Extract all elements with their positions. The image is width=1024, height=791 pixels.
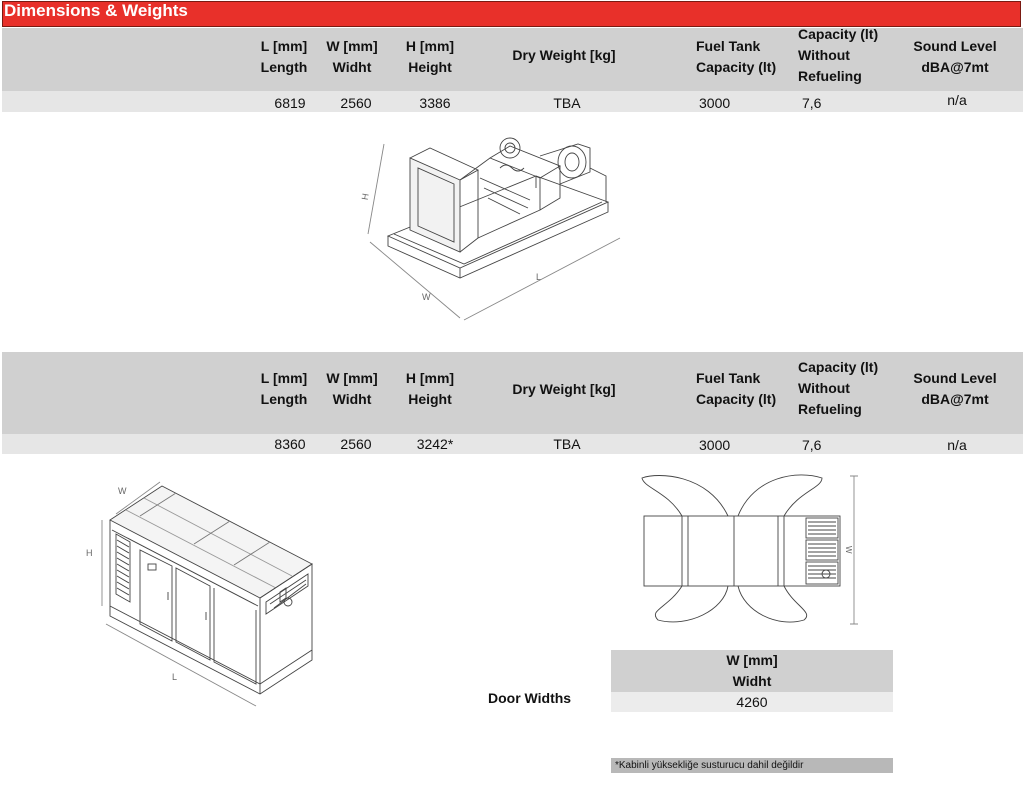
canopy-type-header-band (2, 352, 1023, 434)
canopy-drawing-label-w: W (118, 486, 127, 496)
header-fuel-tank: Fuel Tank Capacity (lt) (696, 38, 777, 75)
door-widths-label: Door Widths (488, 690, 572, 706)
open-drawing-label-l: L (536, 272, 542, 282)
canopy-header-dry-weight: Dry Weight [kg] (512, 381, 616, 397)
header-height: H [mm] Height (405, 38, 455, 75)
header-sound-level: Sound Level dBA@7mt (913, 38, 997, 75)
door-widths-top-view-drawing (638, 470, 866, 630)
door-width-header: W [mm] Widht (726, 652, 778, 689)
open-width-value: 2560 (340, 95, 372, 111)
open-length-value: 6819 (274, 95, 306, 111)
header-length: L [mm] Length (260, 38, 308, 75)
header-width: W [mm] Widht (326, 38, 378, 75)
canopy-type-generator-drawing (80, 474, 320, 720)
open-type-value-row (2, 91, 1023, 112)
door-widths-value-row (611, 692, 893, 712)
canopy-header-capacity-without-refueling: Capacity (lt) Without Refueling (798, 359, 879, 417)
canopy-drawing-label-h: H (86, 548, 93, 558)
canopy-header-length: L [mm] Length (260, 370, 308, 407)
open-capacity-value: 7,6 (802, 95, 822, 111)
canopy-header-height: H [mm] Height (405, 370, 455, 407)
open-dry-weight-value: TBA (553, 95, 581, 111)
open-height-value: 3386 (419, 95, 451, 111)
open-type-generator-drawing (360, 118, 630, 326)
canopy-header-sound-level: Sound Level dBA@7mt (913, 370, 997, 407)
canopy-drawing-label-l: L (172, 672, 178, 682)
canopy-sound-value: n/a (947, 437, 967, 453)
canopy-capacity-value: 7,6 (802, 437, 822, 453)
canopy-header-fuel-tank: Fuel Tank Capacity (lt) (696, 370, 777, 407)
canopy-height-value: 3242* (416, 436, 454, 452)
open-fuel-tank-value: 3000 (699, 95, 731, 111)
canopy-dry-weight-value: TBA (553, 436, 581, 452)
page-title: Dimensions & Weights (4, 1, 188, 20)
canopy-type-value-row (2, 434, 1023, 454)
canopy-fuel-tank-value: 3000 (699, 437, 731, 453)
canopy-width-value: 2560 (340, 436, 372, 452)
open-sound-value: n/a (947, 92, 967, 108)
header-dry-weight: Dry Weight [kg] (512, 47, 616, 63)
door-width-value: 4260 (736, 694, 768, 710)
footnote: *Kabinli yüksekliğe susturucu dahil değildir (615, 760, 804, 771)
header-capacity-without-refueling: Capacity (lt) Without Refueling (798, 26, 879, 84)
open-type-header-band (2, 28, 1023, 91)
canopy-header-width: W [mm] Widht (326, 370, 378, 407)
door-widths-header (611, 650, 893, 692)
door-drawing-label-w: W (844, 546, 853, 554)
canopy-length-value: 8360 (274, 436, 306, 452)
open-drawing-label-h: H (360, 192, 371, 201)
open-drawing-label-w: W (422, 292, 431, 302)
